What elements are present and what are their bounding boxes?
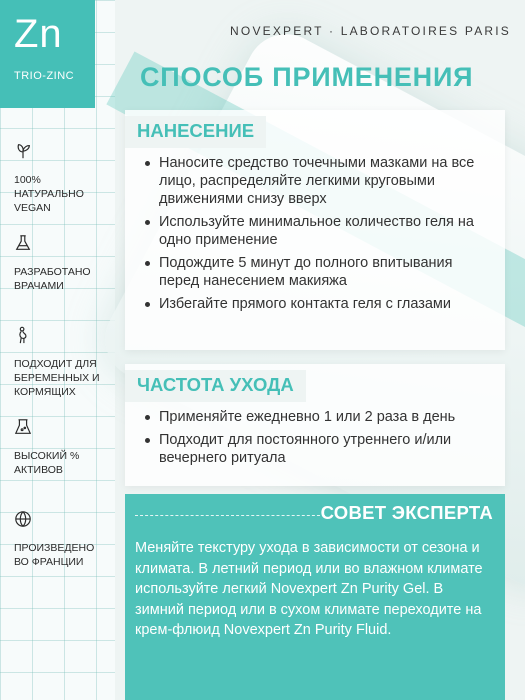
feature-list <box>14 142 109 602</box>
list-item: Наносите средство точечными мазками на все лицо, распределяйте легкими круговыми движениями снизу вверх <box>143 154 495 208</box>
logo-subtitle: TRIO-ZINC <box>14 70 75 82</box>
feature-item <box>14 142 109 234</box>
feature-label: 100% НАТУРАЛЬНО VEGAN <box>14 174 84 214</box>
leaf-icon <box>14 142 32 160</box>
brand-logo <box>0 0 95 108</box>
pregnant-icon <box>14 326 32 344</box>
dashed-divider <box>135 515 325 516</box>
brand-name: NOVEXPERT · LABORATOIRES PARIS <box>230 24 511 38</box>
list-item: Применяйте ежедневно 1 или 2 раза в день <box>143 408 495 426</box>
list-item: Подождите 5 минут до полного впитывания перед нанесением макияжа <box>143 254 495 290</box>
application-card <box>125 110 505 350</box>
page-title: СПОСОБ ПРИМЕНЕНИЯ <box>140 62 474 92</box>
expert-tip-card <box>125 494 505 700</box>
feature-label: РАЗРАБОТАНО ВРАЧАМИ <box>14 266 91 292</box>
list-item: Избегайте прямого контакта геля с глазами <box>143 295 495 313</box>
feature-label: ВЫСОКИЙ % АКТИВОВ <box>14 450 80 476</box>
globe-icon <box>14 510 32 528</box>
list-item: Подходит для постоянного утреннего и/или вечернего ритуала <box>143 431 495 467</box>
expert-tip-text: Меняйте текстуру ухода в зависимости от сезона и климата. В летний период или во влажном климате используйте легкий Novexpert Zn Purity Gel. В зимний период или в сухом климате переходите на крем-флюид Novexpert Zn Purity Fluid. <box>135 540 483 638</box>
frequency-card <box>125 364 505 486</box>
beaker-icon <box>14 418 32 436</box>
frequency-heading: ЧАСТОТА УХОДА <box>125 370 306 402</box>
application-list <box>143 154 495 318</box>
feature-item <box>14 418 109 510</box>
feature-label: ПРОИЗВЕДЕНО ВО ФРАНЦИИ <box>14 542 95 568</box>
list-item: Используйте минимальное количество геля на одно применение <box>143 213 495 249</box>
frequency-list <box>143 408 495 472</box>
flask-icon <box>14 234 32 252</box>
feature-label: ПОДХОДИТ ДЛЯ БЕРЕМЕННЫХ И КОРМЯЩИХ <box>14 358 100 398</box>
feature-item <box>14 234 109 326</box>
application-heading: НАНЕСЕНИЕ <box>125 116 266 148</box>
logo-mark: Zn <box>14 12 63 56</box>
feature-item <box>14 326 109 418</box>
expert-tip-heading: СОВЕТ ЭКСПЕРТА <box>320 502 493 523</box>
feature-item <box>14 510 109 602</box>
